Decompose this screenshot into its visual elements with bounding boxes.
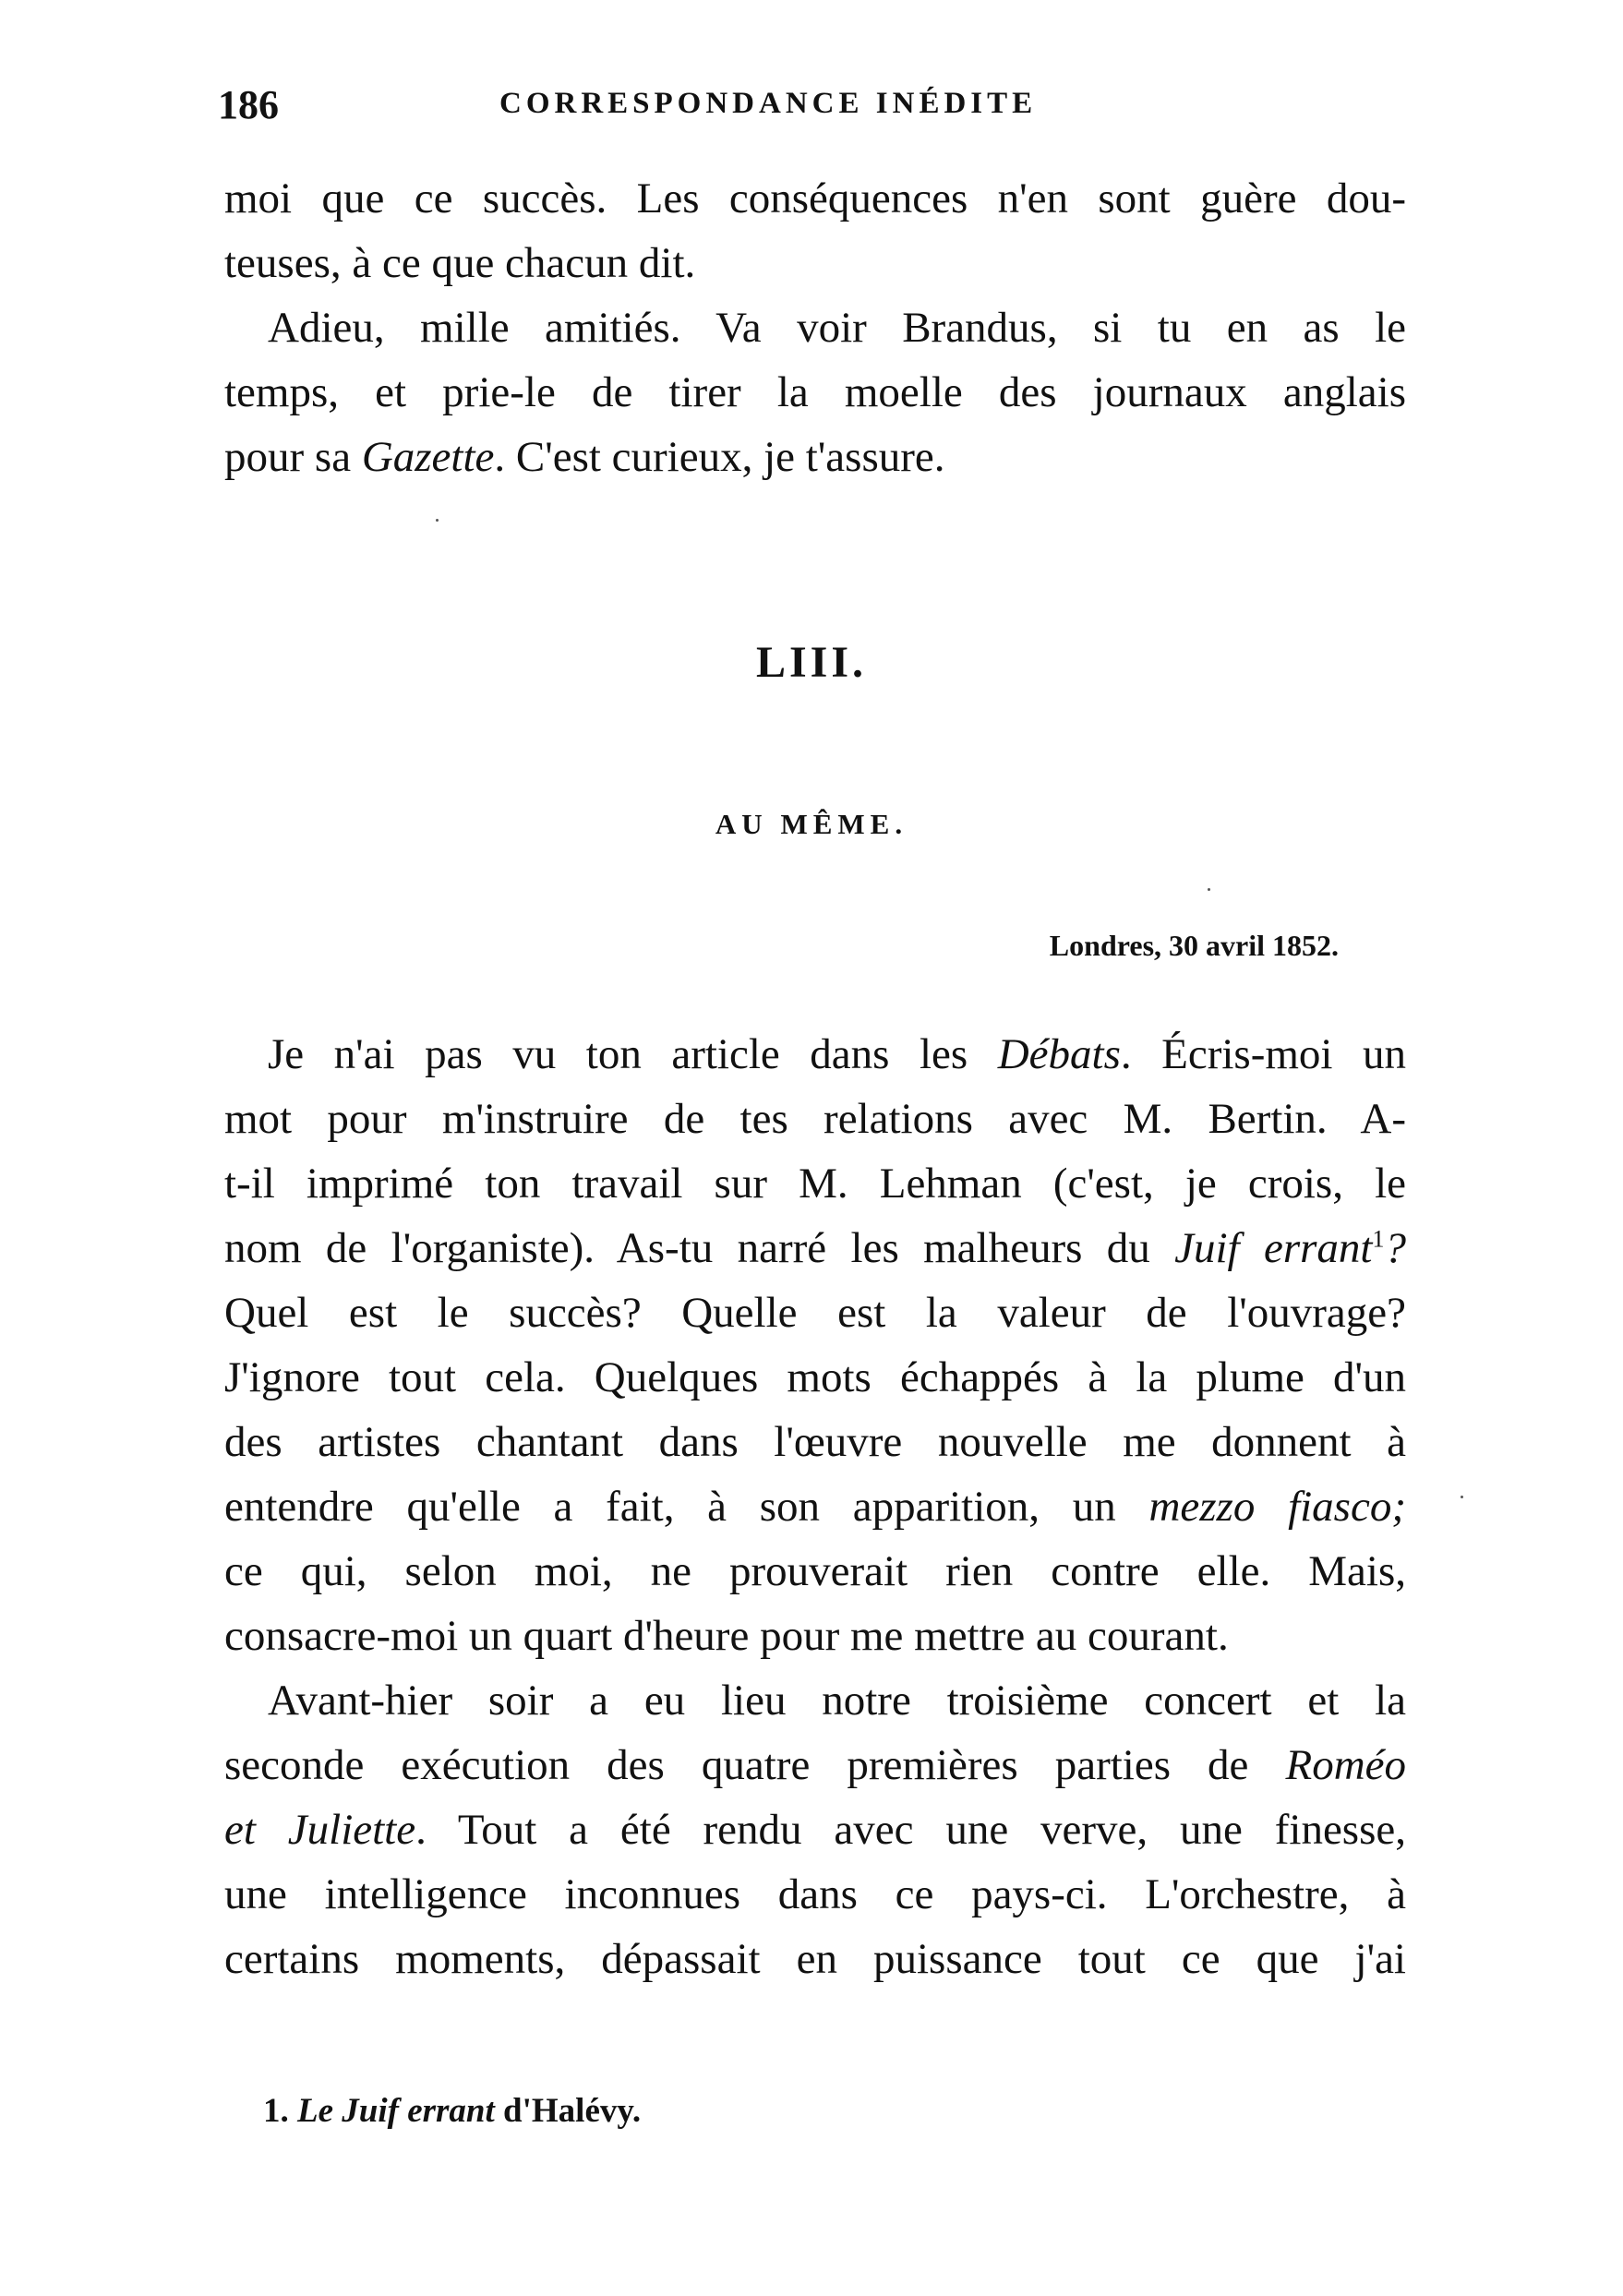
footnote-number: 1. (263, 2092, 289, 2130)
text-line: ce qui, selon moi, ne prouverait rien contre elle. Mais, (224, 1547, 1406, 1595)
print-speck (1208, 888, 1210, 891)
text-line: t-il imprimé ton travail sur M. Lehman (c'est, je crois, le (224, 1160, 1406, 1208)
print-speck (1461, 1496, 1463, 1498)
footnote-text: d'Halévy. (494, 2092, 642, 2130)
text-run: seconde exécution des quatre premières parties de (224, 1741, 1286, 1789)
text-line: une intelligence inconnues dans ce pays-ci. L'orchestre, à (224, 1870, 1406, 1918)
text-line: certains moments, dépassait en puissance tout ce que j'ai (224, 1935, 1406, 1983)
work-title: et Juliette (224, 1806, 416, 1854)
footnote-title: Le Juif errant (297, 2092, 495, 2130)
letter-dateline: Londres, 30 avril 1852. (1049, 929, 1339, 962)
page-number: 186 (218, 82, 279, 127)
text-line: mot pour m'instruire de tes relations avec M. Bertin. A- (224, 1095, 1406, 1143)
text-run: . C'est curieux, je t'assure. (494, 433, 945, 481)
text-run: . Écris-moi un (1120, 1030, 1406, 1078)
italic-phrase: mezzo fiasco (1148, 1483, 1392, 1531)
text-line (268, 1027, 1406, 1082)
publication-title: Débats (997, 1030, 1121, 1078)
footnote-reference: 1 (1372, 1225, 1385, 1253)
text-line: teuses, à ce que chacun dit. (224, 239, 696, 287)
running-head: CORRESPONDANCE INÉDITE (499, 87, 1038, 120)
text-run: . Tout a été rendu avec une verve, une finesse, (415, 1806, 1407, 1854)
text-line: Adieu, mille amitiés. Va voir Brandus, si tu en as le (268, 304, 1406, 352)
text-run: ; (1391, 1483, 1406, 1531)
text-line: moi que ce succès. Les conséquences n'en sont guère dou- (224, 174, 1406, 222)
text-run: nom de l'organiste). As-tu narré les malheurs du (224, 1224, 1175, 1272)
publication-title: Gazette (361, 433, 495, 481)
print-speck (436, 519, 439, 522)
text-line (224, 1802, 1406, 1857)
letter-addressee: AU MÊME. (715, 808, 908, 840)
text-run: Je n'ai pas vu ton article dans les (268, 1030, 998, 1078)
text-line: Quel est le succès? Quelle est la valeur de l'ouvrage? (224, 1289, 1406, 1337)
text-line (224, 429, 1406, 485)
text-line: consacre-moi un quart d'heure pour me mettre au courant. (224, 1612, 1229, 1660)
text-run: pour sa (224, 433, 362, 481)
footnote (263, 2091, 641, 2131)
text-line: J'ignore tout cela. Quelques mots échappés à la plume d'un (224, 1353, 1406, 1401)
text-line: Avant-hier soir a eu lieu notre troisième concert et la (268, 1677, 1406, 1725)
text-run: ? (1384, 1224, 1406, 1272)
text-line: des artistes chantant dans l'œuvre nouvelle me donnent à (224, 1418, 1406, 1466)
text-line (224, 1220, 1406, 1276)
page-header (218, 81, 1409, 137)
work-title: Roméo (1285, 1741, 1406, 1789)
letter-number: LIII. (755, 638, 868, 687)
work-title: Juif errant (1174, 1224, 1373, 1272)
text-run: entendre qu'elle a fait, à son apparition, un (224, 1483, 1149, 1531)
text-line (224, 1479, 1406, 1534)
text-line (224, 1737, 1406, 1793)
text-line: temps, et prie-le de tirer la moelle des journaux anglais (224, 368, 1406, 416)
